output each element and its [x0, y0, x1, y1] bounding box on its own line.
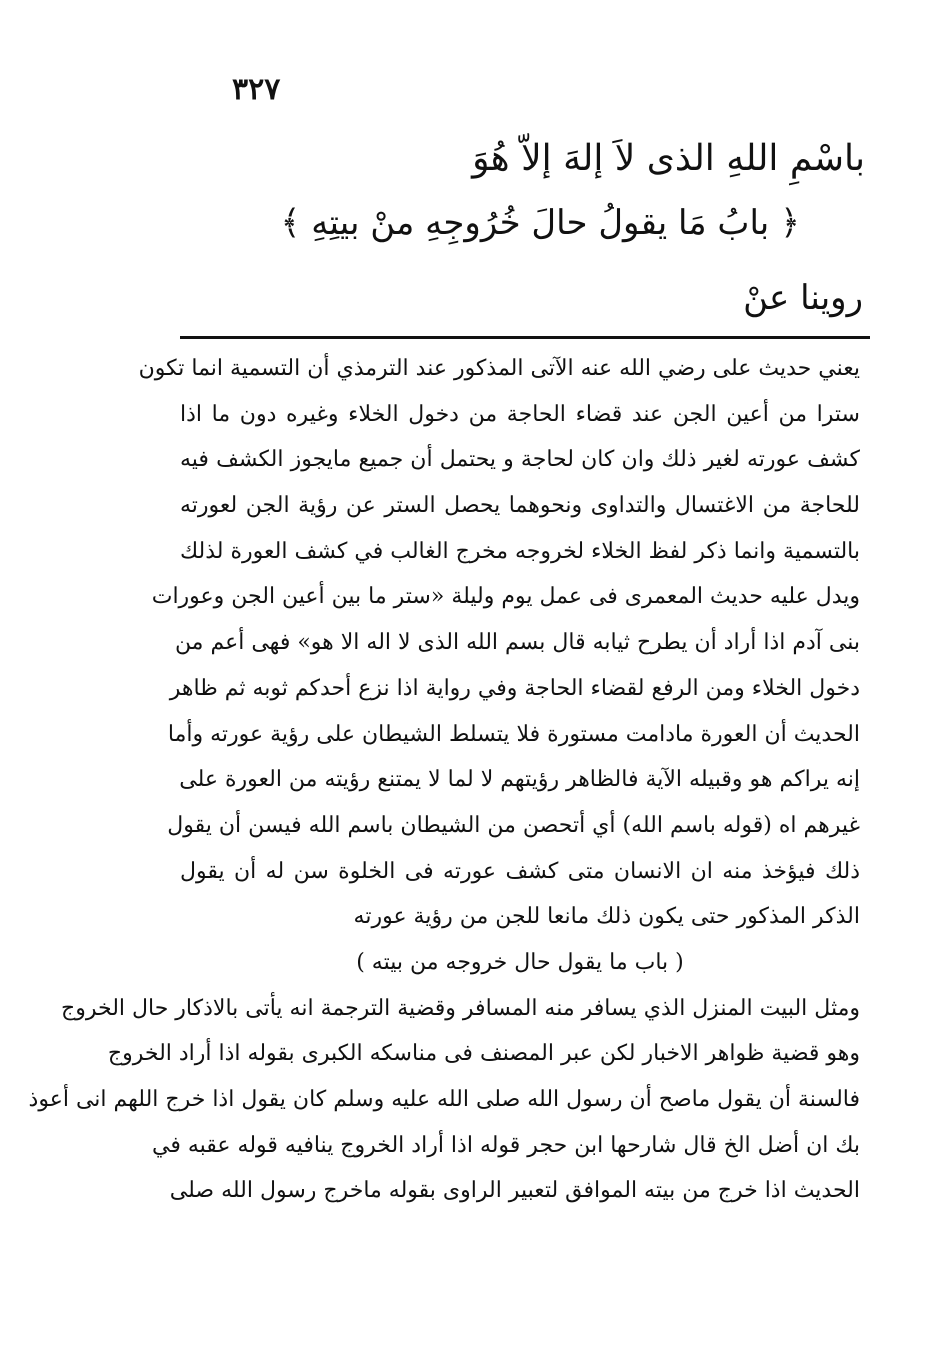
chapter-heading: ﴿ بابُ مَا يقولُ حالَ خُرُوجِهِ منْ بيتِهِ ﴾ [280, 203, 800, 243]
commentary-line: سترا من أعين الجن عند قضاء الحاجة من دخول الخلاء وغيره دون ما اذا [180, 401, 860, 427]
commentary-line: دخول الخلاء ومن الرفع لقضاء الحاجة وفي رواية اذا نزع أحدكم ثوبه ثم ظاهر [169, 675, 860, 701]
commentary-line: يعني حديث على رضي الله عنه الآتى المذكور عند الترمذي أن التسمية انما تكون [138, 356, 860, 381]
commentary-line: إنه يراكم هو وقبيله الآية فالظاهر رؤيتهم لا لما لا يمتنع رؤيته من العورة على [179, 767, 860, 793]
commentary-line: فالسنة أن يقول ماصح أن رسول الله صلى الله عليه وسلم كان يقول اذا خرج اللهم انى أعوذ [28, 1087, 860, 1112]
commentary-line: ذلك فيؤخذ منه ان الانسان متى كشف عورته فى الخلوة سن له أن يقول [180, 858, 860, 884]
commentary-subheading: ( باب ما يقول حال خروجه من بيته ) [356, 949, 684, 975]
page-number: ٣٢٧ [232, 72, 281, 107]
commentary-line: غيرهم اه (قوله باسم الله) أي أتحصن من الشيطان باسم الله فيسن أن يقول [167, 812, 860, 838]
commentary-line: ويدل عليه حديث المعمرى فى عمل يوم وليلة «ستر ما بين أعين الجن وعورات [151, 584, 860, 610]
commentary-line: بالتسمية وانما ذكر لفظ الخلاء لخروجه مخرج الغالب في كشف العورة لذلك [180, 538, 860, 564]
commentary-block [28, 346, 860, 1214]
commentary-line: كشف عورته لغير ذلك وان كان لحاجة و يحتمل أن جميع مايجوز الكشف فيه [180, 447, 860, 473]
commentary-line: للحاجة من الاغتسال والتداوى ونحوهما يحصل الستر عن رؤية الجن لعورته [180, 493, 860, 519]
basmala-line: باسْمِ اللهِ الذى لاَ إلهَ إلاّ هُوَ [472, 138, 865, 179]
commentary-line: بنى آدم اذا أراد أن يطرح ثيابه قال بسم الله الذى لا اله الا هو» فهى أعم من [174, 630, 860, 656]
commentary-line: الحديث اذا خرج من بيته الموافق لتعبير الراوى بقوله ماخرج رسول الله صلى [169, 1178, 860, 1204]
commentary-line: ومثل البيت المنزل الذي يسافر منه المسافر وقضية الترجمة انه يأتى بالاذكار حال الخروج [61, 995, 860, 1021]
commentary-line: وهو قضية ظواهر الاخبار لكن عبر المصنف فى مناسكه الكبرى بقوله اذا أراد الخروج [107, 1041, 860, 1067]
commentary-line: الذكر المذكور حتى يكون ذلك مانعا للجن من رؤية عورته [353, 904, 860, 930]
commentary-line: الحديث أن العورة مادامت مستورة فلا يتسلط الشيطان على رؤية عورته وأما [167, 721, 860, 747]
commentary-divider [180, 336, 870, 339]
main-text-narration: روينا عنْ [743, 278, 863, 318]
commentary-line: بك ان أضل الخ قال شارحها ابن حجر قوله اذا أراد الخروج ينافيه قوله عقبه في [152, 1132, 860, 1158]
